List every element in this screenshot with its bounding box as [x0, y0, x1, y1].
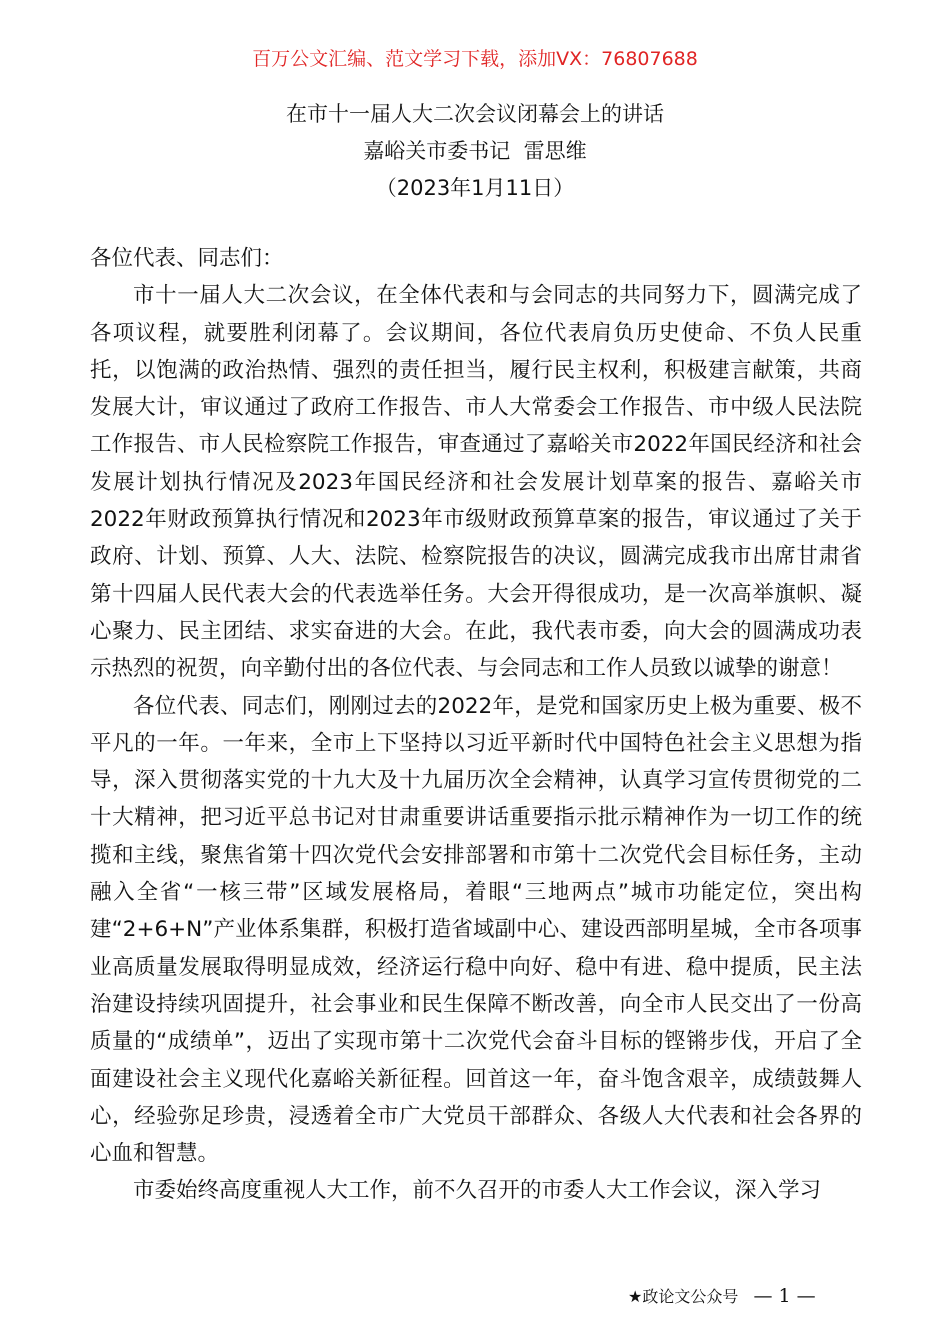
- paragraph-3: 市委始终高度重视人大工作，前不久召开的市委人大工作会议，深入学习: [133, 1178, 822, 1204]
- page-number: — 1 —: [753, 1285, 816, 1307]
- paragraph-1: 市十一届人大二次会议，在全体代表和与会同志的共同努力下，圆满完成了各项议程，就要胜利闭幕了。会议期间，各位代表肩负历史使命、不负人民重托，以饱满的政治热情、强烈的责任担当，履行民主权利，积极建言献策，共商发展大计，审议通过了政府工作报告、市人大常委会工作报告、市中级人民法院工作报告、市人民检察院工作报告，审查通过了嘉峪关市2022年国民经济和社会发展计划执行情况及2023年国民经济和社会发展计划草案的报告、嘉峪关市2022年财政预算执行情况和2023年市级财政预算草案的报告，审议通过了关于政府、计划、预算、人大、法院、检察院报告的决议，圆满完成我市出席甘肃省第十四届人民代表大会的代表选举任务。大会开得很成功，是一次高举旗帜、凝心聚力、民主团结、求实奋进的大会。在此，我代表市委，向大会的圆满成功表示热烈的祝贺，向辛勤付出的各位代表、与会同志和工作人员致以诚挚的谢意！: [90, 283, 862, 682]
- document-title: 在市十一届人大二次会议闭幕会上的讲话: [286, 102, 664, 126]
- page-footer: [628, 1284, 816, 1307]
- document-body: [90, 240, 862, 1210]
- paragraph-2: 各位代表、同志们，刚刚过去的2022年，是党和国家历史上极为重要、极不平凡的一年。一年来，全市上下坚持以习近平新时代中国特色社会主义思想为指导，深入贯彻落实党的十九大及十九届历次全会精神，认真学习宣传贯彻党的二十大精神，把习近平总书记对甘肃重要讲话重要指示批示精神作为一切工作的统揽和主线，聚焦省第十四次党代会安排部署和市第十二次党代会目标任务，主动融入全省“一核三带”区域发展格局，着眼“三地两点”城市功能定位，突出构建“2+6+N”产业体系集群，积极打造省域副中心、建设西部明星城，全市各项事业高质量发展取得明显成效，经济运行稳中向好、稳中有进、稳中提质，民主法治建设持续巩固提升，社会事业和民生保障不断改善，向全市人民交出了一份高质量的“成绩单”，迈出了实现市第十二次党代会奋斗目标的铿锵步伐，开启了全面建设社会主义现代化嘉峪关新征程。回首这一年，奋斗饱含艰辛，成绩鼓舞人心，经验弥足珍贵，浸透着全市广大党员干部群众、各级人大代表和社会各界的心血和智慧。: [90, 693, 862, 1167]
- watermark-banner: 百万公文汇编、范文学习下载，添加VX：76807688: [252, 48, 698, 70]
- document-date: （2023年1月11日）: [375, 176, 575, 200]
- salutation: 各位代表、同志们：: [90, 246, 284, 271]
- title-block: [0, 96, 950, 207]
- footer-source: ★政论文公众号: [628, 1287, 739, 1306]
- document-author: 嘉峪关市委书记 雷思维: [363, 139, 587, 163]
